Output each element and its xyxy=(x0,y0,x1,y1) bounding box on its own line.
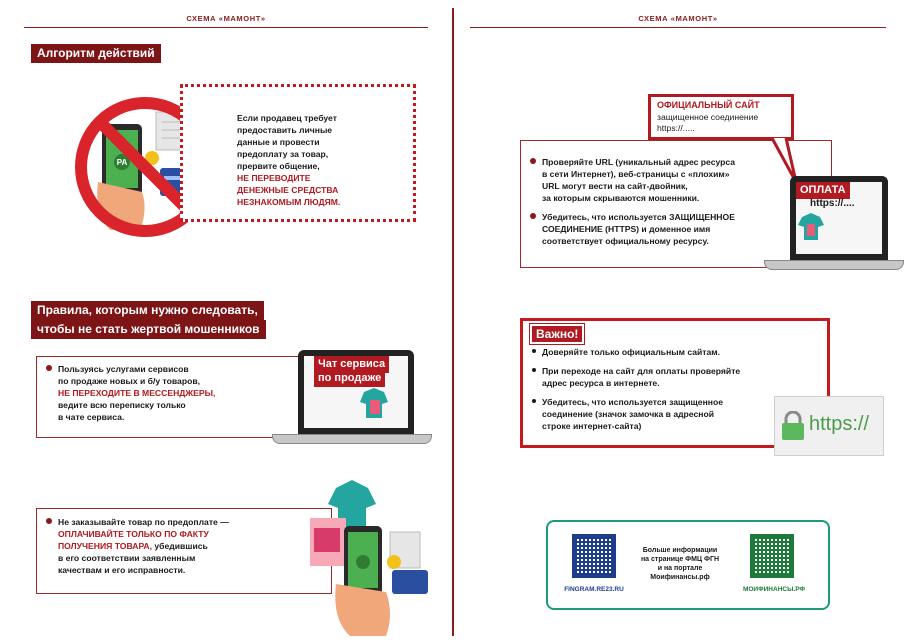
rules-label-line-1: Правила, которым нужно следовать, xyxy=(31,301,264,320)
rule-prepayment-highlight-1: ОПЛАЧИВАЙТЕ ТОЛЬКО ПО ФАКТУ xyxy=(58,529,209,539)
bank-card-icon xyxy=(392,570,428,594)
url-tip-1-line-2: в сети Интернет), веб-страницы с «плохим» xyxy=(542,169,730,179)
rule-prepayment-line-3: в его соответствии заявленным xyxy=(58,553,196,563)
left-header-rule xyxy=(24,27,428,28)
warning-line-1: Если продавец требует xyxy=(237,113,337,123)
footer-info-line-1: Больше информации xyxy=(642,547,718,554)
important-bullet-2-line-2: адрес ресурса в интернете. xyxy=(542,378,660,388)
payment-laptop-base xyxy=(764,260,904,270)
bullet xyxy=(530,158,536,164)
phone-icon xyxy=(344,526,382,596)
shopping-phone-illustration xyxy=(296,474,436,638)
rule-prepayment-line-4: качествам и его исправности. xyxy=(58,565,186,575)
url-tip-2-line-2: СОЕДИНЕНИЕ (HTTPS) и доменное имя xyxy=(542,224,711,234)
payment-banner: ОПЛАТА xyxy=(796,182,850,199)
fingram-site: FINGRAM.RE23.RU xyxy=(564,586,624,593)
hand-icon xyxy=(335,584,390,636)
footer-info-line-2: на странице ФМЦ ФГН xyxy=(640,556,720,563)
warning-highlight-3: НЕЗНАКОМЫМ ЛЮДЯМ. xyxy=(237,197,341,207)
right-page-header: СХЕМА «МАМОНТ» xyxy=(638,14,718,23)
official-site-line-1: защищенное соединение xyxy=(657,112,759,122)
bullet xyxy=(530,213,536,219)
rule-prepayment-highlight-2: ПОЛУЧЕНИЯ ТОВАРА, xyxy=(58,541,153,551)
algorithm-label: Алгоритм действий xyxy=(31,44,161,63)
left-page-header: СХЕМА «МАМОНТ» xyxy=(186,14,266,23)
warning-line-2: предоставить личные xyxy=(237,125,333,135)
official-site-line-2: https://..... xyxy=(657,123,695,133)
footer-info-line-4: Моифинансы.рф xyxy=(650,574,710,581)
chat-banner-line-2: по продаже xyxy=(314,370,385,387)
rule-prepayment-text xyxy=(46,516,306,576)
center-divider xyxy=(452,8,454,636)
url-tip-1-line-4: за которым скрываются мошенники. xyxy=(542,193,700,203)
rule-messenger-highlight: НЕ ПЕРЕХОДИТЕ В МЕССЕНДЖЕРЫ, xyxy=(58,388,216,398)
url-tip-2-line-3: соответствует официальному ресурсу. xyxy=(542,236,709,246)
important-bullet-3-line-2: соединение (значок замочка в адресной xyxy=(542,409,714,419)
rule-prepayment-line-2-rest: убедившись xyxy=(152,541,208,551)
chat-banner-line-1: Чат сервиса xyxy=(314,356,389,373)
warning-highlight-1: НЕ ПЕРЕВОДИТЕ xyxy=(237,173,311,183)
https-text: https:// xyxy=(809,413,870,435)
bullet xyxy=(532,399,536,403)
svg-text:PA: PA xyxy=(116,158,128,167)
rules-label xyxy=(31,301,266,339)
clothing-tag-icon xyxy=(356,386,392,422)
important-bullet-3-line-3: строке интернет-сайта) xyxy=(542,421,642,431)
moifinansy-site: МОИФИНАНСЫ.РФ xyxy=(742,586,806,593)
warning-line-4: предоплату за товар, xyxy=(237,149,329,159)
footer-info-line-3: и на портале xyxy=(657,565,703,572)
bullet xyxy=(532,368,536,372)
bullet xyxy=(532,349,536,353)
url-tips-text xyxy=(530,156,760,247)
rule-messenger-text xyxy=(46,363,306,423)
rule-messenger-line-1: Пользуясь услугами сервисов xyxy=(46,363,306,375)
chat-laptop-base xyxy=(272,434,432,444)
url-tip-2-line-1: Убедитесь, что используется ЗАЩИЩЕННОЕ xyxy=(530,211,760,223)
important-bullet-3-line-1: Убедитесь, что используется защищенное xyxy=(532,396,772,408)
official-site-callout xyxy=(648,94,794,140)
rule-prepayment-line-1: Не заказывайте товар по предоплате — xyxy=(46,516,306,528)
bullet xyxy=(46,365,52,371)
rule-messenger-line-4: в чате сервиса. xyxy=(58,412,125,422)
warning-text xyxy=(237,112,407,208)
rule-prepayment-line-2 xyxy=(46,540,306,552)
coin-icon xyxy=(387,555,401,569)
warning-line-5: прервите общение, xyxy=(237,161,320,171)
rule-messenger-line-3: ведите всю переписку только xyxy=(58,400,186,410)
moifinansy-qr-code xyxy=(750,534,794,578)
fingram-qr-code xyxy=(572,534,616,578)
official-site-title: ОФИЦИАЛЬНЫЙ САЙТ xyxy=(657,100,760,110)
url-tip-1-line-1: Проверяйте URL (уникальный адрес ресурса xyxy=(530,156,760,168)
footer-info xyxy=(630,546,730,582)
bullet xyxy=(46,518,52,524)
warning-highlight-2: ДЕНЕЖНЫЕ СРЕДСТВА xyxy=(237,185,339,195)
right-header-rule xyxy=(470,27,886,28)
shopping-bag-icon xyxy=(310,518,346,566)
rules-label-line-2: чтобы не стать жертвой мошенников xyxy=(31,320,266,339)
important-label: Важно! xyxy=(530,324,584,344)
warning-line-3: данные и провести xyxy=(237,137,320,147)
important-bullet-2-line-1: При переходе на сайт для оплаты проверяйте xyxy=(532,365,772,377)
important-bullet-1: Доверяйте только официальным сайтам. xyxy=(532,346,772,358)
rule-messenger-line-2: по продаже новых и б/у товаров, xyxy=(58,376,201,386)
padlock-icon xyxy=(781,411,805,441)
https-address-bar xyxy=(774,396,884,456)
url-tip-1-line-3: URL могут вести на сайт-двойник, xyxy=(542,181,688,191)
important-text xyxy=(532,346,772,432)
payment-screen-url: https://.... xyxy=(810,198,855,209)
clothing-tag-icon xyxy=(796,212,826,242)
